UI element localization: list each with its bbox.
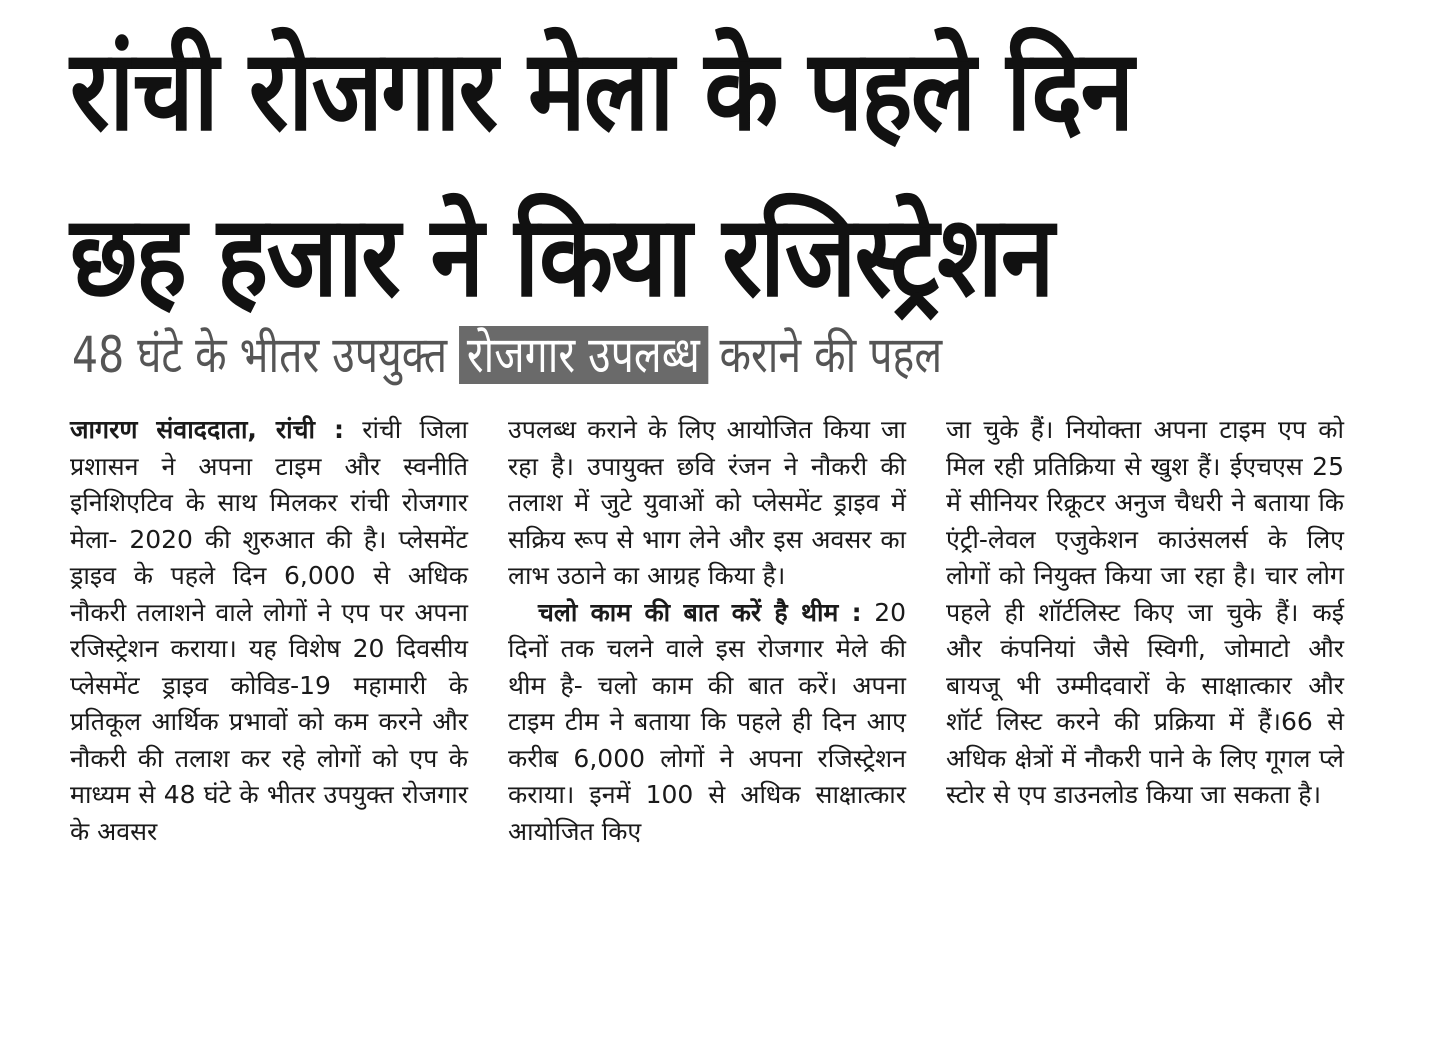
subheadline-highlight: रोजगार उपलब्ध — [459, 326, 708, 384]
article-paragraph — [508, 595, 906, 851]
article-body — [70, 412, 1345, 1022]
paragraph-text: रांची जिला प्रशासन ने अपना टाइम और स्वनीति इनिशिएटिव के साथ मिलकर रांची रोजगार मेला- 2020 की शुरुआत की है। प्लेसमेंट ड्राइव के पहले दिन 6,000 से अधिक नौकरी तलाशने वाले लोगों ने एप पर अपना रजिस्ट्रेशन कराया। यह विशेष 20 दिवसीय प्लेसमेंट ड्राइव कोविड-19 महामारी के प्रतिकूल आर्थिक प्रभावों को कम करने और नौकरी की तलाश कर रहे लोगों को एप के माध्यम से 48 घंटे के भीतर उपयुक्त रोजगार के अवसर — [70, 415, 468, 846]
article-paragraph — [946, 412, 1344, 814]
paragraph-text: जा चुके हैं। नियोक्ता अपना टाइम एप को मिल रही प्रतिक्रिया से खुश हैं। ईएचएस 25 में सीनियर रिक्रूटर अनुज चैधरी ने बताया कि एंट्री-लेवल एजुकेशन काउंसलर्स के लिए लोगों को नियुक्त किया जा रहा है। चार लोग पहले ही शॉर्टलिस्ट किए जा चुके हैं। कई और कंपनियां जैसे स्विगी, जोमाटो और बायजू भी उम्मीदवारों के साक्षात्कार और शॉर्ट लिस्ट करने की प्रक्रिया में हैं।66 से अधिक क्षेत्रों में नौकरी पाने के लिए गूगल प्ले स्टोर से एप डाउनलोड किया जा सकता है। — [946, 415, 1344, 809]
subheadline-after: कराने की पहल — [719, 326, 943, 384]
byline: जागरण संवाददाता, रांची : — [70, 415, 344, 444]
subheading: चलो काम की बात करें है थीम : — [538, 597, 862, 627]
article-column-2 — [508, 412, 906, 850]
subheadline-before: 48 घंटे के भीतर उपयुक्त — [72, 326, 448, 384]
article-paragraph — [508, 412, 906, 595]
headline-line-2: छह हजार ने किया रजिस्ट्रेशन — [70, 192, 1053, 322]
headline-line-1: रांची रोजगार मेला के पहले दिन — [70, 26, 1133, 156]
paragraph-text: 20 दिनों तक चलने वाले इस रोजगार मेले की थीम है- चलो काम की बात करें। अपना टाइम टीम ने बताया कि पहले ही दिन आए करीब 6,000 लोगों ने अपना रजिस्ट्रेशन कराया। इनमें 100 से अधिक साक्षात्कार आयोजित किए — [508, 597, 907, 846]
article-column-3 — [946, 412, 1344, 814]
paragraph-text: उपलब्ध कराने के लिए आयोजित किया जा रहा है। उपायुक्त छवि रंजन ने नौकरी की तलाश में जुटे युवाओं को प्लेसमेंट ड्राइव में सक्रिय रूप से भाग लेने और इस अवसर का लाभ उठाने का आग्रह किया है। — [508, 415, 906, 590]
subheadline — [72, 318, 942, 392]
article-paragraph — [70, 412, 468, 850]
article-column-1 — [70, 412, 468, 850]
